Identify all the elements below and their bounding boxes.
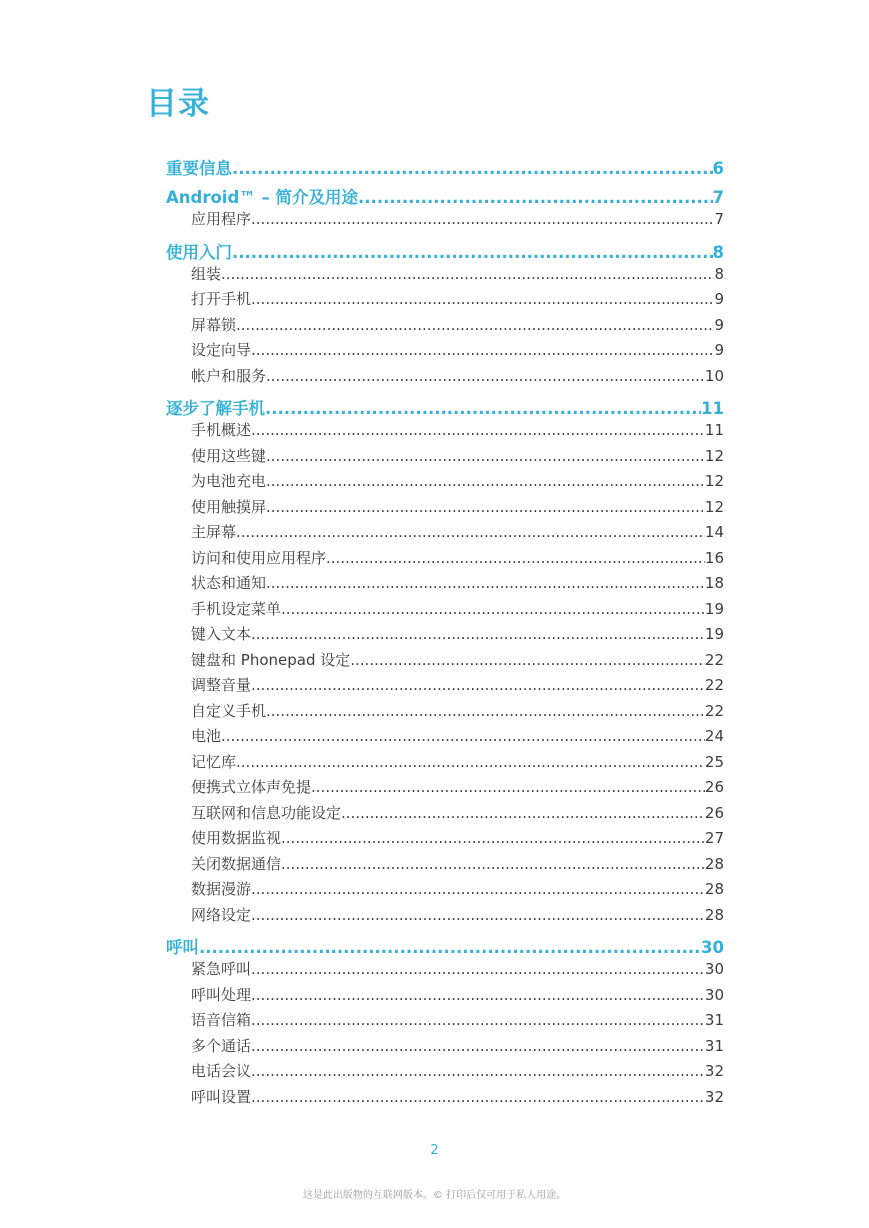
dot-leader — [236, 316, 714, 334]
toc-item[interactable] — [166, 263, 724, 289]
toc-entry-page: 31 — [704, 1011, 724, 1029]
toc-entry-page: 28 — [704, 905, 724, 924]
dot-leader — [350, 651, 705, 669]
toc-entry-label: 电话会议 — [191, 1062, 252, 1080]
toc-item[interactable] — [166, 314, 724, 340]
dot-leader — [266, 447, 705, 465]
table-of-contents — [166, 155, 724, 1111]
toc-entry-label: 语音信箱 — [191, 1011, 252, 1029]
toc-entry-page: 24 — [704, 727, 724, 745]
dot-leader — [265, 399, 701, 418]
toc-entry-label: 状态和通知 — [191, 574, 267, 592]
toc-item[interactable] — [166, 751, 724, 777]
dot-leader — [251, 1037, 705, 1055]
toc-entry-label: 调整音量 — [191, 676, 252, 694]
toc-entry-label: 键入文本 — [191, 625, 252, 643]
dot-leader — [281, 829, 705, 847]
toc-item[interactable] — [166, 598, 724, 624]
dot-leader — [266, 498, 705, 516]
toc-entry-label: 使用触摸屏 — [191, 497, 267, 516]
toc-item[interactable] — [166, 984, 724, 1010]
toc-entry-page: 8 — [712, 242, 724, 262]
toc-entry-label: 电池 — [191, 727, 222, 745]
toc-entry-page: 14 — [704, 523, 724, 541]
toc-entry-page: 28 — [704, 854, 724, 873]
toc-item[interactable] — [166, 878, 724, 904]
toc-item[interactable] — [166, 700, 724, 726]
toc-entry-label: 网络设定 — [191, 905, 252, 924]
toc-item[interactable] — [166, 1009, 724, 1035]
toc-item[interactable] — [166, 339, 724, 365]
toc-entry-page: 12 — [704, 446, 724, 465]
dot-leader — [266, 367, 705, 385]
dot-leader — [236, 523, 705, 541]
toc-item[interactable] — [166, 288, 724, 314]
toc-entry-page: 18 — [704, 574, 724, 592]
toc-section[interactable] — [166, 395, 724, 419]
dot-leader — [232, 243, 713, 262]
toc-entry-page: 22 — [704, 701, 724, 720]
toc-entry-label: 手机概述 — [191, 421, 252, 439]
toc-item[interactable] — [166, 365, 724, 391]
toc-entry-page: 26 — [704, 803, 724, 822]
toc-entry-page: 12 — [704, 472, 724, 490]
toc-entry-page: 32 — [704, 1062, 724, 1080]
toc-entry-page: 30 — [701, 938, 724, 957]
toc-entry-page: 10 — [704, 366, 724, 385]
page-title: 目录 — [146, 86, 210, 122]
toc-item[interactable] — [166, 904, 724, 930]
toc-item[interactable] — [166, 521, 724, 547]
toc-entry-label: 便携式立体声免提 — [191, 778, 312, 796]
toc-entry-page: 30 — [704, 960, 724, 978]
toc-item[interactable] — [166, 547, 724, 573]
dot-leader — [221, 265, 714, 283]
toc-section[interactable] — [166, 184, 724, 208]
toc-entry-label: 帐户和服务 — [191, 366, 267, 385]
toc-entry-page: 32 — [704, 1087, 724, 1106]
dot-leader — [251, 290, 714, 308]
toc-item[interactable] — [166, 802, 724, 828]
toc-entry-page: 6 — [712, 159, 724, 178]
dot-leader — [251, 676, 705, 694]
dot-leader — [281, 855, 705, 873]
toc-item[interactable] — [166, 776, 724, 802]
dot-leader — [251, 421, 705, 439]
toc-entry-page: 9 — [714, 315, 724, 334]
toc-entry-label: 呼叫设置 — [191, 1087, 252, 1106]
toc-entry-page: 26 — [704, 778, 724, 796]
toc-entry-label: 数据漫游 — [191, 880, 252, 898]
toc-entry-label: 重要信息 — [166, 159, 232, 178]
toc-item[interactable] — [166, 827, 724, 853]
toc-entry-label: 紧急呼叫 — [191, 960, 252, 978]
toc-entry-page: 27 — [704, 829, 724, 847]
toc-item[interactable] — [166, 623, 724, 649]
toc-item[interactable] — [166, 445, 724, 471]
dot-leader — [251, 880, 705, 898]
toc-entry-page: 12 — [704, 497, 724, 516]
dot-leader — [251, 960, 705, 978]
dot-leader — [311, 778, 705, 796]
dot-leader — [221, 727, 705, 745]
toc-entry-label: 记忆库 — [191, 752, 237, 771]
toc-entry-label: 逐步了解手机 — [166, 399, 265, 418]
dot-leader — [266, 702, 705, 720]
toc-item[interactable] — [166, 725, 724, 751]
toc-entry-page: 22 — [704, 650, 724, 669]
toc-entry-label: 使用数据监视 — [191, 829, 282, 847]
dot-leader — [251, 906, 705, 924]
toc-item[interactable] — [166, 496, 724, 522]
dot-leader — [251, 1011, 705, 1029]
dot-leader — [266, 472, 705, 490]
dot-leader — [251, 341, 714, 359]
dot-leader — [251, 1062, 705, 1080]
toc-entry-page: 7 — [714, 210, 724, 228]
toc-entry-label: 打开手机 — [191, 290, 252, 308]
toc-entry-page: 8 — [714, 264, 724, 283]
toc-entry-label: 访问和使用应用程序 — [191, 548, 327, 567]
toc-item[interactable] — [166, 649, 724, 675]
toc-item[interactable] — [166, 470, 724, 496]
dot-leader — [326, 549, 705, 567]
toc-entry-label: 关闭数据通信 — [191, 854, 282, 873]
toc-entry-page: 11 — [704, 421, 724, 439]
dot-leader — [199, 938, 701, 957]
dot-leader — [341, 804, 705, 822]
dot-leader — [251, 625, 705, 643]
footer-notice: 这是此出版物的互联网版本。© 打印后仅可用于私人用途。 — [302, 1190, 567, 1201]
toc-item[interactable] — [166, 419, 724, 445]
toc-entry-label: 多个通话 — [191, 1036, 252, 1055]
toc-entry-page: 22 — [704, 676, 724, 694]
dot-leader — [251, 210, 714, 228]
toc-entry-page: 9 — [714, 290, 724, 308]
toc-entry-page: 11 — [701, 399, 724, 418]
dot-leader — [281, 600, 705, 618]
toc-entry-label: 互联网和信息功能设定 — [191, 803, 342, 822]
toc-entry-page: 7 — [712, 188, 724, 207]
toc-section[interactable] — [166, 934, 724, 958]
toc-item[interactable] — [166, 1086, 724, 1112]
toc-entry-page: 30 — [704, 985, 724, 1004]
toc-entry-page: 25 — [704, 752, 724, 771]
toc-entry-label: Android™ – 简介及用途 — [166, 188, 359, 207]
toc-item[interactable] — [166, 853, 724, 879]
toc-entry-page: 28 — [704, 880, 724, 898]
toc-entry-label: 应用程序 — [191, 210, 252, 228]
toc-entry-label: 呼叫 — [166, 938, 199, 957]
page-number: 2 — [430, 1143, 439, 1158]
toc-entry-page: 9 — [714, 341, 724, 359]
toc-entry-page: 31 — [704, 1036, 724, 1055]
toc-item[interactable] — [166, 1035, 724, 1061]
toc-section[interactable] — [166, 155, 724, 179]
toc-entry-label: 组装 — [191, 264, 222, 283]
dot-leader — [266, 574, 705, 592]
dot-leader — [236, 753, 705, 771]
toc-item[interactable] — [166, 572, 724, 598]
toc-item[interactable] — [166, 1060, 724, 1086]
toc-entry-label: 使用这些键 — [191, 446, 267, 465]
toc-entry-label: 设定向导 — [191, 341, 252, 359]
toc-entry-label: 键盘和 Phonepad 设定 — [191, 650, 351, 669]
dot-leader — [358, 188, 713, 207]
toc-entry-label: 屏幕锁 — [191, 315, 237, 334]
toc-entry-label: 自定义手机 — [191, 701, 267, 720]
toc-item[interactable] — [166, 674, 724, 700]
toc-item[interactable] — [166, 958, 724, 984]
toc-entry-label: 使用入门 — [166, 242, 232, 262]
toc-entry-label: 为电池充电 — [191, 472, 267, 490]
dot-leader — [251, 986, 705, 1004]
toc-entry-page: 16 — [704, 548, 724, 567]
dot-leader — [232, 159, 713, 178]
dot-leader — [251, 1088, 705, 1106]
toc-section[interactable] — [166, 239, 724, 263]
toc-entry-label: 主屏幕 — [191, 523, 237, 541]
toc-entry-page: 19 — [704, 625, 724, 643]
toc-entry-label: 呼叫处理 — [191, 985, 252, 1004]
toc-entry-page: 19 — [704, 599, 724, 618]
toc-item[interactable] — [166, 208, 724, 234]
toc-entry-label: 手机设定菜单 — [191, 599, 282, 618]
